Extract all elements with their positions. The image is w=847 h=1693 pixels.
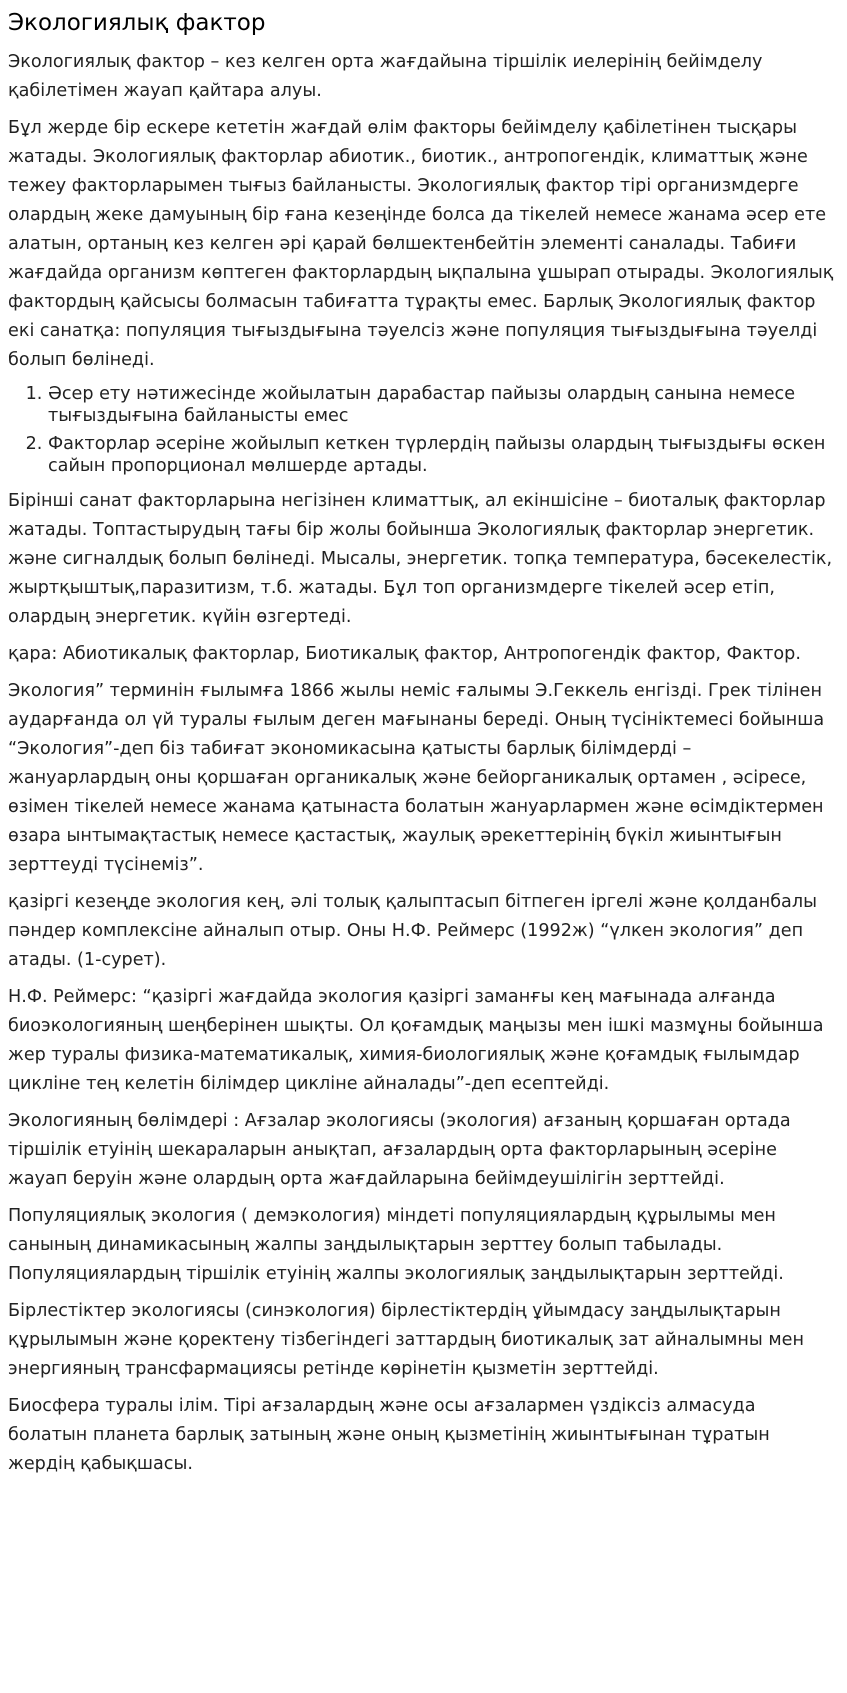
paragraph-biosphere: Биосфера туралы ілім. Тірі ағзалардың және осы ағзалармен үздіксіз алмасуда болатын планета барлық затының және оның қызметінің жиынтығынан тұратын жердің қабықшасы. bbox=[8, 1396, 770, 1474]
paragraph-overview: Бұл жерде бір ескере кететін жағдай өлім факторы бейімделу қабілетінен тысқары жатады. Экологиялық факторлар абиотик., биотик., антропогендік, климаттық және тежеу факторларымен тығыз байланысты. Экологиялық фактор тірі организмдерге олардың жеке дамуының бір ғана кезеңінде болса да тікелей немесе жанама әсер ете алатын, ортаның кез келген әрі қарай бөлшектенбейтін элементі саналады. Табиғи жағдайда организм көптеген факторлардың ықпалына ұшырап отырады. Экологиялық фактордың қайсысы болмасын табиғатта тұрақты емес. Барлық Экологиялық фактор екі санатқа: популяция тығыздығына тәуелсіз және популяция тығыздығына тәуелді болып бөлінеді. bbox=[8, 118, 834, 370]
paragraph-haeckel: Экология” терминін ғылымға 1866 жылы неміс ғалымы Э.Геккель енгізді. Грек тілінен аударғанда ол үй туралы ғылым деген мағынаны береді. Оның түсініктемесі бойынша “Экология”-деп біз табиғат экономикасына қатысты барлық білімдерді – жануарлардың оны қоршаған органикалық және бейорганикалық ортамен , әсіресе, өзімен тікелей немесе жанама қатынаста болатын жануарлармен және өсімдіктермен өзара ынтымақтастық немесе қастастық, жаулық әрекеттерінің бүкіл жиынтығын зерттеуді түсінеміз”. bbox=[8, 681, 825, 875]
paragraph-see-also: қара: Абиотикалық факторлар, Биотикалық фактор, Антропогендік фактор, Фактор. bbox=[8, 644, 801, 664]
list-item: 2. Факторлар әсеріне жойылып кеткен түрлердің пайызы олардың тығыздығы өскен сайын пропорционал мөлшерде артады. bbox=[48, 433, 838, 477]
page-title: Экологиялық фактор bbox=[8, 10, 266, 36]
paragraph-reimers-quote: Н.Ф. Реймерс: “қазіргі жағдайда экология қазіргі заманғы кең мағынада алғанда биоэкологияның шеңберінен шықты. Ол қоғамдық маңызы мен ішкі мазмұны бойынша жер туралы физика-математикалық, химия-биологиялық және қоғамдық ғылымдар цикліне тең келетін білімдер цикліне айналады”-деп есептейді. bbox=[8, 987, 824, 1094]
paragraph-modern-ecology: қазіргі кезеңде экология кең, әлі толық қалыптасып бітпеген іргелі және қолданбалы пәндер комплексіне айналып отыр. Оны Н.Ф. Реймерс (1992ж) “үлкен экология” деп атады. (1-сурет). bbox=[8, 892, 817, 970]
paragraph-autecology: Экологияның бөлімдері : Ағзалар экологиясы (экология) ағзаның қоршаған ортада тіршілік етуінің шекараларын анықтап, ағзалардың орта факторларының әсеріне жауап беруін және олардың орта жағдайларына бейімдеушілігін зерттейді. bbox=[8, 1111, 791, 1189]
numbered-list bbox=[8, 383, 838, 477]
paragraph-definition: Экологиялық фактор – кез келген орта жағдайына тіршілік иелерінің бейімделу қабілетімен жауап қайтара алуы. bbox=[8, 52, 763, 101]
paragraph-demecology: Популяциялық экология ( демэкология) міндеті популяциялардың құрылымы мен санының динамикасының жалпы заңдылықтарын зерттеу болып табылады. Популяциялардың тіршілік етуінің жалпы экологиялық заңдылықтарын зерттейді. bbox=[8, 1206, 784, 1284]
paragraph-categories: Бірінші санат факторларына негізінен климаттық, ал екіншісіне – биоталық факторлар жатады. Топтастырудың тағы бір жолы бойынша Экологиялық факторлар энергетик. және сигналдық болып бөлінеді. Мысалы, энергетик. топқа температура, бәсекелестік, жыртқыштық,паразитизм, т.б. жатады. Бұл топ организмдерге тікелей әсер етіп, олардың энергетик. күйін өзгертеді. bbox=[8, 491, 833, 627]
paragraph-synecology: Бірлестіктер экологиясы (синэкология) бірлестіктердің ұйымдасу заңдылықтарын құрылымын және қоректену тізбегіндегі заттардың биотикалық зат айналымны мен энергияның трансфармациясы ретінде көрінетін қызметін зерттейді. bbox=[8, 1301, 805, 1379]
list-item: 1. Әсер ету нәтижесінде жойылатын дарабастар пайызы олардың санына немесе тығыздығына байланысты емес bbox=[48, 383, 838, 427]
